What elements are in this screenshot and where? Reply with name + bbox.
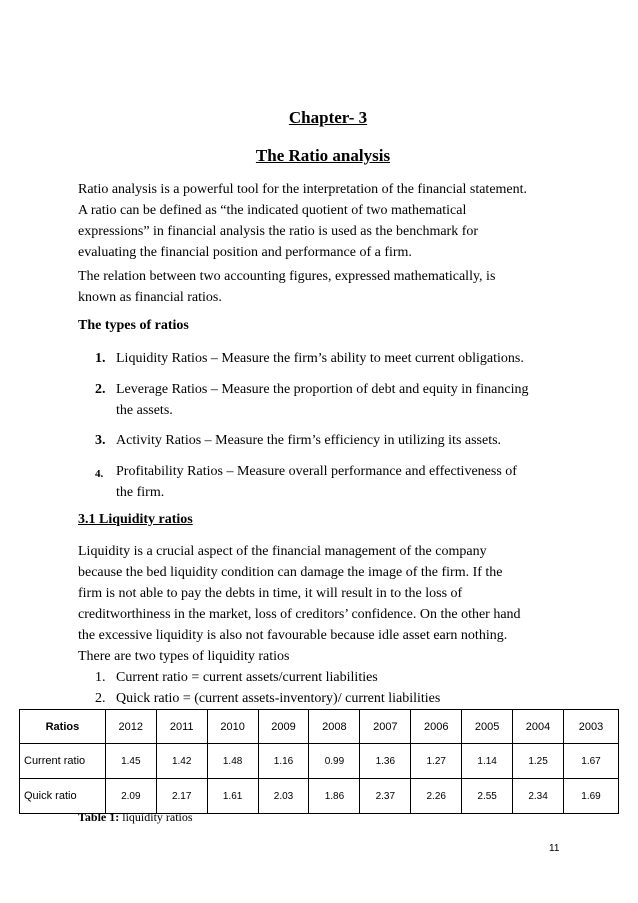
- list-number: 3.: [95, 433, 106, 448]
- table-cell: 1.67: [564, 744, 619, 779]
- table-header-cell: 2005: [462, 710, 513, 744]
- table-cell: 1.14: [462, 744, 513, 779]
- paragraph-line: the excessive liquidity is also not favourable because idle asset earn nothing.: [78, 628, 508, 643]
- list-number: 1.: [95, 670, 106, 685]
- paragraph-line: firm is not able to pay the debts in time, it will result in to the loss of: [78, 586, 463, 601]
- list-number: 2.: [95, 382, 106, 397]
- table-row: [20, 779, 619, 814]
- list-line: Leverage Ratios – Measure the proportion of debt and equity in financing: [116, 382, 529, 397]
- liquidity-heading: 3.1 Liquidity ratios: [78, 512, 193, 527]
- paragraph-line: There are two types of liquidity ratios: [78, 649, 290, 664]
- list-number: 4.: [95, 468, 104, 480]
- table-cell: 2.09: [105, 779, 156, 814]
- chapter-title: The Ratio analysis: [255, 146, 391, 165]
- table-cell: 1.61: [207, 779, 258, 814]
- table-cell: 1.36: [360, 744, 411, 779]
- table-cell: 2.03: [258, 779, 309, 814]
- list-text: [116, 461, 575, 503]
- table-cell: 1.69: [564, 779, 619, 814]
- table-caption: [78, 810, 193, 825]
- list-line: Activity Ratios – Measure the firm’s efficiency in utilizing its assets.: [116, 433, 502, 448]
- table-cell: 1.25: [513, 744, 564, 779]
- list-line: Profitability Ratios – Measure overall performance and effectiveness of: [116, 464, 517, 479]
- table-header-cell: 2008: [309, 710, 360, 744]
- table-header-cell: 2010: [207, 710, 258, 744]
- list-line: the firm.: [116, 485, 165, 500]
- table-cell: 2.26: [411, 779, 462, 814]
- list-text: Quick ratio = (current assets-inventory)/ current liabilities: [116, 691, 441, 706]
- paragraph-line: The relation between two accounting figures, expressed mathematically, is: [78, 269, 496, 284]
- table-cell: 2.37: [360, 779, 411, 814]
- caption-text: liquidity ratios: [119, 810, 193, 824]
- table-header-cell: Ratios: [20, 710, 106, 744]
- table-header-cell: 2006: [411, 710, 462, 744]
- table-cell: 1.45: [105, 744, 156, 779]
- table-cell: 1.42: [156, 744, 207, 779]
- list-line: the assets.: [116, 403, 173, 418]
- intro-paragraph: [78, 179, 578, 263]
- page-number: 11: [549, 843, 560, 854]
- liquidity-ratios-table: [19, 709, 619, 814]
- list-text: Current ratio = current assets/current liabilities: [116, 670, 378, 685]
- chapter-heading: Chapter- 3: [288, 108, 368, 127]
- table-cell: 1.86: [309, 779, 360, 814]
- paragraph-line: A ratio can be defined as “the indicated quotient of two mathematical: [78, 203, 467, 218]
- list-line: Liquidity Ratios – Measure the firm’s ability to meet current obligations.: [116, 351, 524, 366]
- table-row-label: Current ratio: [20, 744, 106, 779]
- table-cell: 1.27: [411, 744, 462, 779]
- table-cell: 0.99: [309, 744, 360, 779]
- types-heading: The types of ratios: [78, 318, 189, 333]
- list-number: 1.: [95, 351, 106, 366]
- definition-paragraph: [78, 266, 578, 308]
- list-text: [116, 379, 575, 421]
- table-cell: 2.55: [462, 779, 513, 814]
- caption-label: Table 1:: [78, 810, 120, 824]
- list-text: [116, 348, 575, 369]
- liquidity-type-item: [95, 688, 440, 709]
- paragraph-line: Ratio analysis is a powerful tool for the interpretation of the financial statement.: [78, 182, 528, 197]
- liquidity-type-item: [95, 667, 378, 688]
- table-header-cell: 2011: [156, 710, 207, 744]
- table-header-cell: 2004: [513, 710, 564, 744]
- paragraph-line: because the bed liquidity condition can damage the image of the firm. If the: [78, 565, 503, 580]
- list-number: 2.: [95, 691, 106, 706]
- table-cell: 1.16: [258, 744, 309, 779]
- table-cell: 1.48: [207, 744, 258, 779]
- paragraph-line: evaluating the financial position and performance of a firm.: [78, 245, 412, 260]
- liquidity-paragraph: [78, 541, 578, 667]
- table-header-cell: 2012: [105, 710, 156, 744]
- table-header-row: [20, 710, 619, 744]
- table-cell: 2.34: [513, 779, 564, 814]
- table-header-cell: 2007: [360, 710, 411, 744]
- table-header-cell: 2003: [564, 710, 619, 744]
- table-row-label: Quick ratio: [20, 779, 106, 814]
- paragraph-line: expressions” in financial analysis the ratio is used as the benchmark for: [78, 224, 479, 239]
- table-header-cell: 2009: [258, 710, 309, 744]
- table-cell: 2.17: [156, 779, 207, 814]
- table-row: [20, 744, 619, 779]
- paragraph-line: known as financial ratios.: [78, 290, 222, 305]
- list-text: [116, 430, 575, 451]
- paragraph-line: Liquidity is a crucial aspect of the financial management of the company: [78, 544, 487, 559]
- paragraph-line: creditworthiness in the market, loss of creditors’ confidence. On the other hand: [78, 607, 521, 622]
